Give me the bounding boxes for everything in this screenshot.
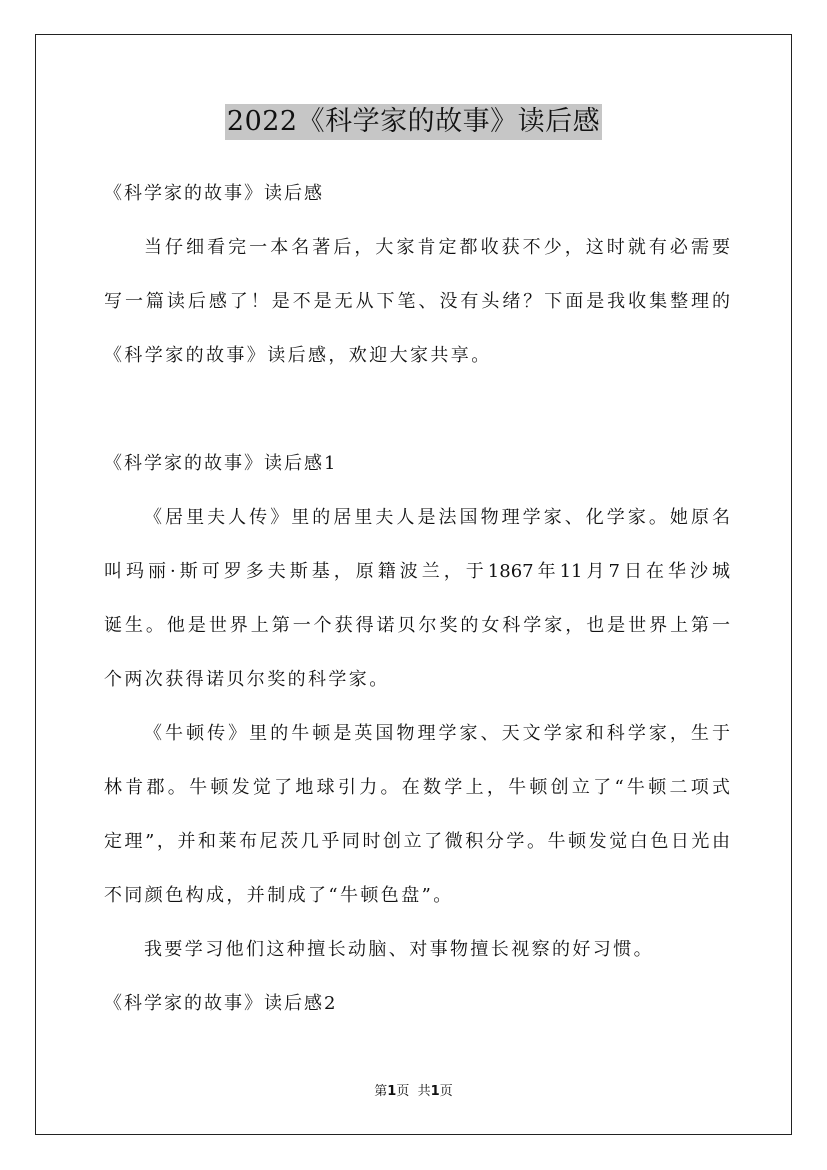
document-title: 2022《科学家的故事》读后感 <box>225 104 602 140</box>
page-footer <box>0 1083 827 1101</box>
footer-page-prefix: 第 <box>374 1084 388 1099</box>
para2-line-4: 不同颜色构成，并制成了“牛顿色盘”。 <box>104 885 454 906</box>
section1-heading: 《科学家的故事》读后感1 <box>104 453 338 474</box>
para1-line-1: 《居里夫人传》里的居里夫人是法国物理学家、化学家。她原名 <box>144 507 730 528</box>
footer-total-suffix: 页 <box>439 1084 453 1099</box>
footer-page-suffix: 页 <box>396 1084 410 1099</box>
title-container <box>0 104 827 140</box>
para3-line: 我要学习他们这种擅长动脑、对事物擅长视察的好习惯。 <box>144 939 654 960</box>
footer-total-prefix: 共 <box>417 1084 431 1099</box>
footer-page-number: 1 <box>387 1084 397 1099</box>
para1-line-3: 诞生。他是世界上第一个获得诺贝尔奖的女科学家，也是世界上第一 <box>104 615 730 636</box>
footer-total-number: 1 <box>430 1084 440 1099</box>
para2-line-1: 《牛顿传》里的牛顿是英国物理学家、天文学家和科学家，生于 <box>144 723 730 744</box>
intro-line-3: 《科学家的故事》读后感，欢迎大家共享。 <box>104 345 492 366</box>
para2-line-2: 林肯郡。牛顿发觉了地球引力。在数学上，牛顿创立了“牛顿二项式 <box>104 777 730 798</box>
para1-line-2: 叫玛丽·斯可罗多夫斯基，原籍波兰，于1867年11月7日在华沙城 <box>104 561 730 582</box>
para2-line-3: 定理”，并和莱布尼茨几乎同时创立了微积分学。牛顿发觉白色日光由 <box>104 831 730 852</box>
section2-heading: 《科学家的故事》读后感2 <box>104 993 338 1014</box>
intro-heading: 《科学家的故事》读后感 <box>104 183 324 204</box>
para1-line-4: 个两次获得诺贝尔奖的科学家。 <box>104 669 390 690</box>
intro-line-1: 当仔细看完一本名著后，大家肯定都收获不少，这时就有必需要 <box>144 237 730 258</box>
intro-line-2: 写一篇读后感了！是不是无从下笔、没有头绪？下面是我收集整理的 <box>104 291 730 312</box>
